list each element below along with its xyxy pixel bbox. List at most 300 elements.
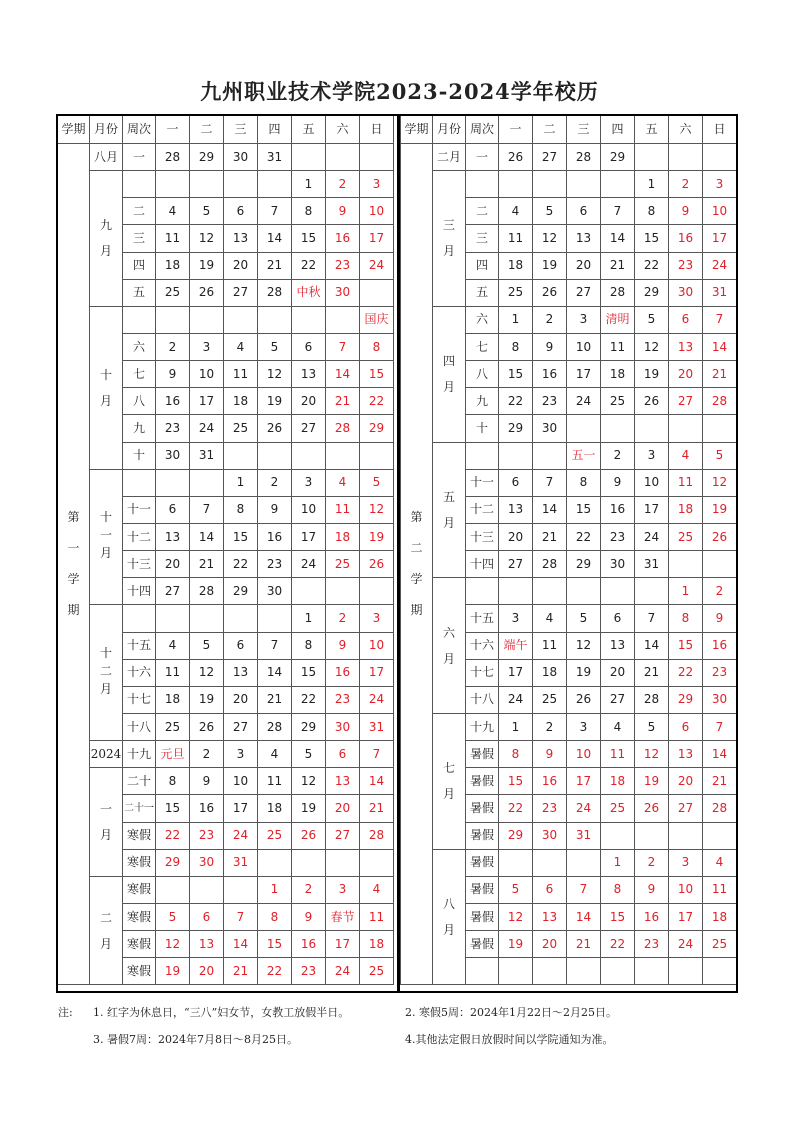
day-cell: 5: [567, 605, 601, 632]
column-header: 日: [703, 115, 737, 144]
month-text: 一月: [99, 802, 112, 843]
day-cell: 20: [567, 252, 601, 279]
day-cell: 18: [601, 768, 635, 795]
day-cell: 8: [499, 333, 533, 360]
day-cell: 清明: [601, 306, 635, 333]
week-number: 六: [466, 306, 499, 333]
calendar-first-semester: [57, 114, 394, 985]
day-cell: 17: [669, 903, 703, 930]
day-cell: 1: [499, 306, 533, 333]
week-number: 十七: [123, 686, 156, 713]
day-cell: 6: [156, 496, 190, 523]
day-cell: 14: [258, 659, 292, 686]
note-2: 2. 寒假5周：2024年1月22日～2月25日。: [405, 1006, 617, 1019]
day-cell: 27: [533, 144, 567, 171]
day-cell: 16: [601, 496, 635, 523]
day-cell: 29: [156, 849, 190, 876]
day-cell: 7: [258, 632, 292, 659]
day-cell: 23: [292, 958, 326, 985]
day-cell: 17: [703, 225, 737, 252]
day-cell: 8: [601, 876, 635, 903]
day-cell: [703, 551, 737, 578]
month-text: 2024: [90, 747, 122, 762]
day-cell: [292, 306, 326, 333]
day-cell: 10: [224, 768, 258, 795]
day-cell: 28: [258, 279, 292, 306]
day-cell: 31: [190, 442, 224, 469]
day-cell: [224, 605, 258, 632]
week-number: [123, 469, 156, 496]
day-cell: 21: [533, 523, 567, 550]
day-cell: 9: [703, 605, 737, 632]
week-number: 三: [123, 225, 156, 252]
day-cell: 19: [533, 252, 567, 279]
day-cell: 22: [567, 523, 601, 550]
day-cell: 6: [601, 605, 635, 632]
day-cell: 11: [533, 632, 567, 659]
page-title: 九州职业技术学院2023-2024学年校历: [200, 79, 599, 104]
day-cell: 3: [190, 333, 224, 360]
day-cell: 19: [258, 388, 292, 415]
day-cell: [156, 306, 190, 333]
day-cell: [326, 144, 360, 171]
column-header: 学期: [58, 115, 90, 144]
day-cell: 11: [326, 496, 360, 523]
day-cell: 13: [669, 333, 703, 360]
semester-divider: [397, 114, 400, 993]
day-cell: 22: [258, 958, 292, 985]
week-number: 三: [466, 225, 499, 252]
day-cell: [567, 171, 601, 198]
day-cell: 28: [156, 144, 190, 171]
day-cell: [258, 442, 292, 469]
month-label: [90, 741, 123, 768]
day-cell: 18: [156, 252, 190, 279]
column-header: 六: [669, 115, 703, 144]
day-cell: 24: [224, 822, 258, 849]
week-number: 十九: [123, 741, 156, 768]
day-cell: 19: [190, 252, 224, 279]
day-cell: 3: [224, 741, 258, 768]
day-cell: 28: [703, 388, 737, 415]
week-row: [58, 144, 394, 171]
day-cell: [326, 442, 360, 469]
day-cell: [499, 442, 533, 469]
day-cell: 23: [635, 931, 669, 958]
day-cell: [703, 144, 737, 171]
week-number: 十三: [466, 523, 499, 550]
day-cell: 13: [224, 225, 258, 252]
day-cell: 15: [360, 361, 394, 388]
day-cell: 25: [499, 279, 533, 306]
day-cell: 6: [326, 741, 360, 768]
column-header: 五: [635, 115, 669, 144]
day-cell: 15: [156, 795, 190, 822]
day-cell: 7: [635, 605, 669, 632]
day-cell: 20: [224, 686, 258, 713]
day-cell: 23: [669, 252, 703, 279]
day-cell: 19: [567, 659, 601, 686]
day-cell: 12: [292, 768, 326, 795]
week-number: 二十: [123, 768, 156, 795]
day-cell: 7: [326, 333, 360, 360]
day-cell: 5: [258, 333, 292, 360]
week-number: 二十一: [123, 795, 156, 822]
day-cell: 4: [326, 469, 360, 496]
day-cell: 8: [258, 903, 292, 930]
day-cell: 30: [669, 279, 703, 306]
day-cell: 5: [703, 442, 737, 469]
day-cell: 5: [190, 632, 224, 659]
day-cell: 24: [567, 388, 601, 415]
day-cell: 3: [499, 605, 533, 632]
day-cell: [190, 605, 224, 632]
day-cell: 6: [224, 632, 258, 659]
header-row: [58, 115, 394, 144]
month-text: 八月: [93, 150, 118, 165]
semester-text: 第一学期: [67, 510, 80, 618]
day-cell: 30: [601, 551, 635, 578]
day-cell: [190, 171, 224, 198]
day-cell: 16: [292, 931, 326, 958]
day-cell: 15: [292, 225, 326, 252]
day-cell: 9: [533, 333, 567, 360]
day-cell: 21: [258, 252, 292, 279]
day-cell: 18: [703, 903, 737, 930]
column-header: 学期: [401, 115, 433, 144]
day-cell: 15: [224, 523, 258, 550]
day-cell: 27: [499, 551, 533, 578]
month-label: [433, 578, 466, 714]
day-cell: 16: [533, 361, 567, 388]
week-number: 暑假: [466, 876, 499, 903]
day-cell: 17: [635, 496, 669, 523]
day-cell: 27: [156, 578, 190, 605]
day-cell: [533, 578, 567, 605]
day-cell: 4: [156, 198, 190, 225]
day-cell: 7: [258, 198, 292, 225]
day-cell: 15: [292, 659, 326, 686]
day-cell: 15: [499, 768, 533, 795]
day-cell: 8: [292, 632, 326, 659]
day-cell: 27: [292, 415, 326, 442]
day-cell: 17: [567, 768, 601, 795]
day-cell: 11: [258, 768, 292, 795]
day-cell: 11: [156, 659, 190, 686]
day-cell: 17: [292, 523, 326, 550]
day-cell: [669, 958, 703, 985]
day-cell: 4: [156, 632, 190, 659]
week-number: 二: [466, 198, 499, 225]
day-cell: 18: [224, 388, 258, 415]
day-cell: 16: [669, 225, 703, 252]
day-cell: 6: [499, 469, 533, 496]
month-text: 十二月: [99, 645, 112, 696]
week-row: [58, 741, 394, 768]
day-cell: 7: [190, 496, 224, 523]
day-cell: 29: [190, 144, 224, 171]
week-number: 十六: [466, 632, 499, 659]
day-cell: 23: [258, 551, 292, 578]
day-cell: 9: [292, 903, 326, 930]
day-cell: 24: [703, 252, 737, 279]
day-cell: 21: [601, 252, 635, 279]
day-cell: 3: [360, 605, 394, 632]
day-cell: 2: [703, 578, 737, 605]
day-cell: 25: [601, 388, 635, 415]
day-cell: 5: [292, 741, 326, 768]
day-cell: [326, 578, 360, 605]
day-cell: 30: [533, 415, 567, 442]
column-header: 二: [533, 115, 567, 144]
calendar-second-semester: [400, 114, 738, 985]
day-cell: 9: [326, 632, 360, 659]
day-cell: 21: [190, 551, 224, 578]
week-row: [401, 442, 738, 469]
day-cell: [156, 469, 190, 496]
day-cell: 28: [190, 578, 224, 605]
day-cell: 17: [224, 795, 258, 822]
day-cell: 19: [360, 523, 394, 550]
day-cell: 10: [567, 741, 601, 768]
day-cell: 4: [601, 713, 635, 740]
week-number: 五: [123, 279, 156, 306]
day-cell: [669, 551, 703, 578]
day-cell: 31: [567, 822, 601, 849]
day-cell: 5: [156, 903, 190, 930]
week-number: 寒假: [123, 958, 156, 985]
day-cell: [292, 144, 326, 171]
week-row: [58, 876, 394, 903]
day-cell: 2: [292, 876, 326, 903]
day-cell: 9: [601, 469, 635, 496]
day-cell: 3: [635, 442, 669, 469]
day-cell: 14: [190, 523, 224, 550]
day-cell: 7: [360, 741, 394, 768]
day-cell: 31: [703, 279, 737, 306]
day-cell: 22: [499, 795, 533, 822]
day-cell: 2: [190, 741, 224, 768]
week-number: 九: [123, 415, 156, 442]
day-cell: 16: [533, 768, 567, 795]
day-cell: 12: [703, 469, 737, 496]
month-text: 十月: [99, 367, 112, 408]
week-number: 四: [123, 252, 156, 279]
day-cell: 26: [533, 279, 567, 306]
day-cell: 12: [156, 931, 190, 958]
day-cell: 19: [292, 795, 326, 822]
day-cell: 1: [224, 469, 258, 496]
week-number: 七: [466, 333, 499, 360]
day-cell: [292, 578, 326, 605]
day-cell: 1: [292, 171, 326, 198]
day-cell: 18: [156, 686, 190, 713]
day-cell: 26: [499, 144, 533, 171]
column-header: 四: [601, 115, 635, 144]
column-header: 一: [156, 115, 190, 144]
week-number: 十六: [123, 659, 156, 686]
day-cell: [601, 958, 635, 985]
week-number: 十一: [466, 469, 499, 496]
month-label: [466, 958, 499, 985]
day-cell: 3: [567, 306, 601, 333]
day-cell: 15: [258, 931, 292, 958]
day-cell: 21: [326, 388, 360, 415]
day-cell: 9: [326, 198, 360, 225]
day-cell: 11: [224, 361, 258, 388]
column-header: 月份: [90, 115, 123, 144]
day-cell: 28: [533, 551, 567, 578]
day-cell: 7: [703, 306, 737, 333]
day-cell: 31: [360, 713, 394, 740]
day-cell: 12: [635, 741, 669, 768]
note-3: 3. 暑假7周：2024年7月8日～8月25日。: [93, 1033, 298, 1046]
day-cell: [360, 849, 394, 876]
day-cell: 5: [190, 198, 224, 225]
day-cell: 22: [156, 822, 190, 849]
day-cell: 8: [635, 198, 669, 225]
day-cell: 10: [360, 198, 394, 225]
day-cell: [499, 578, 533, 605]
day-cell: 29: [601, 144, 635, 171]
day-cell: 18: [326, 523, 360, 550]
week-number: 十八: [466, 686, 499, 713]
day-cell: [703, 958, 737, 985]
day-cell: 14: [703, 333, 737, 360]
week-number: 暑假: [466, 822, 499, 849]
week-number: 八: [123, 388, 156, 415]
day-cell: 25: [533, 686, 567, 713]
day-cell: 2: [635, 849, 669, 876]
day-cell: 6: [567, 198, 601, 225]
day-cell: 26: [635, 388, 669, 415]
day-cell: 17: [567, 361, 601, 388]
day-cell: [669, 822, 703, 849]
month-label: [90, 605, 123, 741]
day-cell: [258, 171, 292, 198]
day-cell: [499, 171, 533, 198]
month-text: 九月: [99, 218, 112, 259]
day-cell: 2: [258, 469, 292, 496]
week-number: [466, 171, 499, 198]
day-cell: [703, 822, 737, 849]
day-cell: 28: [635, 686, 669, 713]
day-cell: 4: [533, 605, 567, 632]
day-cell: 11: [156, 225, 190, 252]
day-cell: 13: [669, 741, 703, 768]
month-label: [90, 768, 123, 877]
day-cell: 春节: [326, 903, 360, 930]
week-number: 八: [466, 361, 499, 388]
day-cell: 10: [292, 496, 326, 523]
day-cell: 29: [567, 551, 601, 578]
day-cell: [360, 144, 394, 171]
day-cell: 19: [190, 686, 224, 713]
day-cell: [567, 578, 601, 605]
month-text: 四月: [442, 354, 455, 395]
day-cell: 10: [360, 632, 394, 659]
day-cell: 12: [533, 225, 567, 252]
day-cell: 20: [601, 659, 635, 686]
day-cell: 29: [635, 279, 669, 306]
week-number: 一: [123, 144, 156, 171]
day-cell: [258, 605, 292, 632]
day-cell: 27: [567, 279, 601, 306]
column-header: 月份: [433, 115, 466, 144]
day-cell: [190, 876, 224, 903]
month-label: [433, 171, 466, 307]
day-cell: 16: [190, 795, 224, 822]
day-cell: 30: [190, 849, 224, 876]
month-text: 二月: [436, 150, 461, 165]
week-number: 四: [466, 252, 499, 279]
day-cell: 20: [499, 523, 533, 550]
day-cell: 2: [533, 713, 567, 740]
day-cell: 10: [190, 361, 224, 388]
day-cell: 端午: [499, 632, 533, 659]
day-cell: 4: [224, 333, 258, 360]
week-row: [58, 171, 394, 198]
day-cell: 20: [156, 551, 190, 578]
week-number: 暑假: [466, 849, 499, 876]
week-number: 寒假: [123, 903, 156, 930]
day-cell: 24: [567, 795, 601, 822]
day-cell: 23: [601, 523, 635, 550]
month-label: [433, 306, 466, 442]
day-cell: [567, 415, 601, 442]
column-header: 四: [258, 115, 292, 144]
day-cell: [224, 876, 258, 903]
day-cell: [258, 306, 292, 333]
week-number: [466, 442, 499, 469]
day-cell: [190, 469, 224, 496]
day-cell: 29: [669, 686, 703, 713]
day-cell: 23: [533, 388, 567, 415]
day-cell: 16: [156, 388, 190, 415]
day-cell: 29: [360, 415, 394, 442]
day-cell: 8: [567, 469, 601, 496]
day-cell: 20: [533, 931, 567, 958]
day-cell: [533, 849, 567, 876]
day-cell: 21: [703, 361, 737, 388]
day-cell: 25: [156, 713, 190, 740]
day-cell: 30: [258, 578, 292, 605]
day-cell: 30: [326, 713, 360, 740]
week-row: [401, 713, 738, 740]
month-label: [433, 144, 466, 171]
month-text: 十一月: [99, 510, 112, 561]
month-text: 五月: [442, 489, 455, 530]
day-cell: 11: [360, 903, 394, 930]
day-cell: 22: [601, 931, 635, 958]
day-cell: 22: [224, 551, 258, 578]
month-label: [433, 713, 466, 849]
day-cell: 1: [258, 876, 292, 903]
day-cell: 14: [703, 741, 737, 768]
day-cell: 27: [669, 795, 703, 822]
day-cell: 16: [703, 632, 737, 659]
day-cell: [601, 578, 635, 605]
day-cell: 11: [703, 876, 737, 903]
week-number: 十二: [123, 523, 156, 550]
week-number: 暑假: [466, 931, 499, 958]
week-number: 寒假: [123, 876, 156, 903]
week-number: 十二: [466, 496, 499, 523]
day-cell: 13: [224, 659, 258, 686]
day-cell: 20: [326, 795, 360, 822]
day-cell: 14: [360, 768, 394, 795]
day-cell: 2: [533, 306, 567, 333]
